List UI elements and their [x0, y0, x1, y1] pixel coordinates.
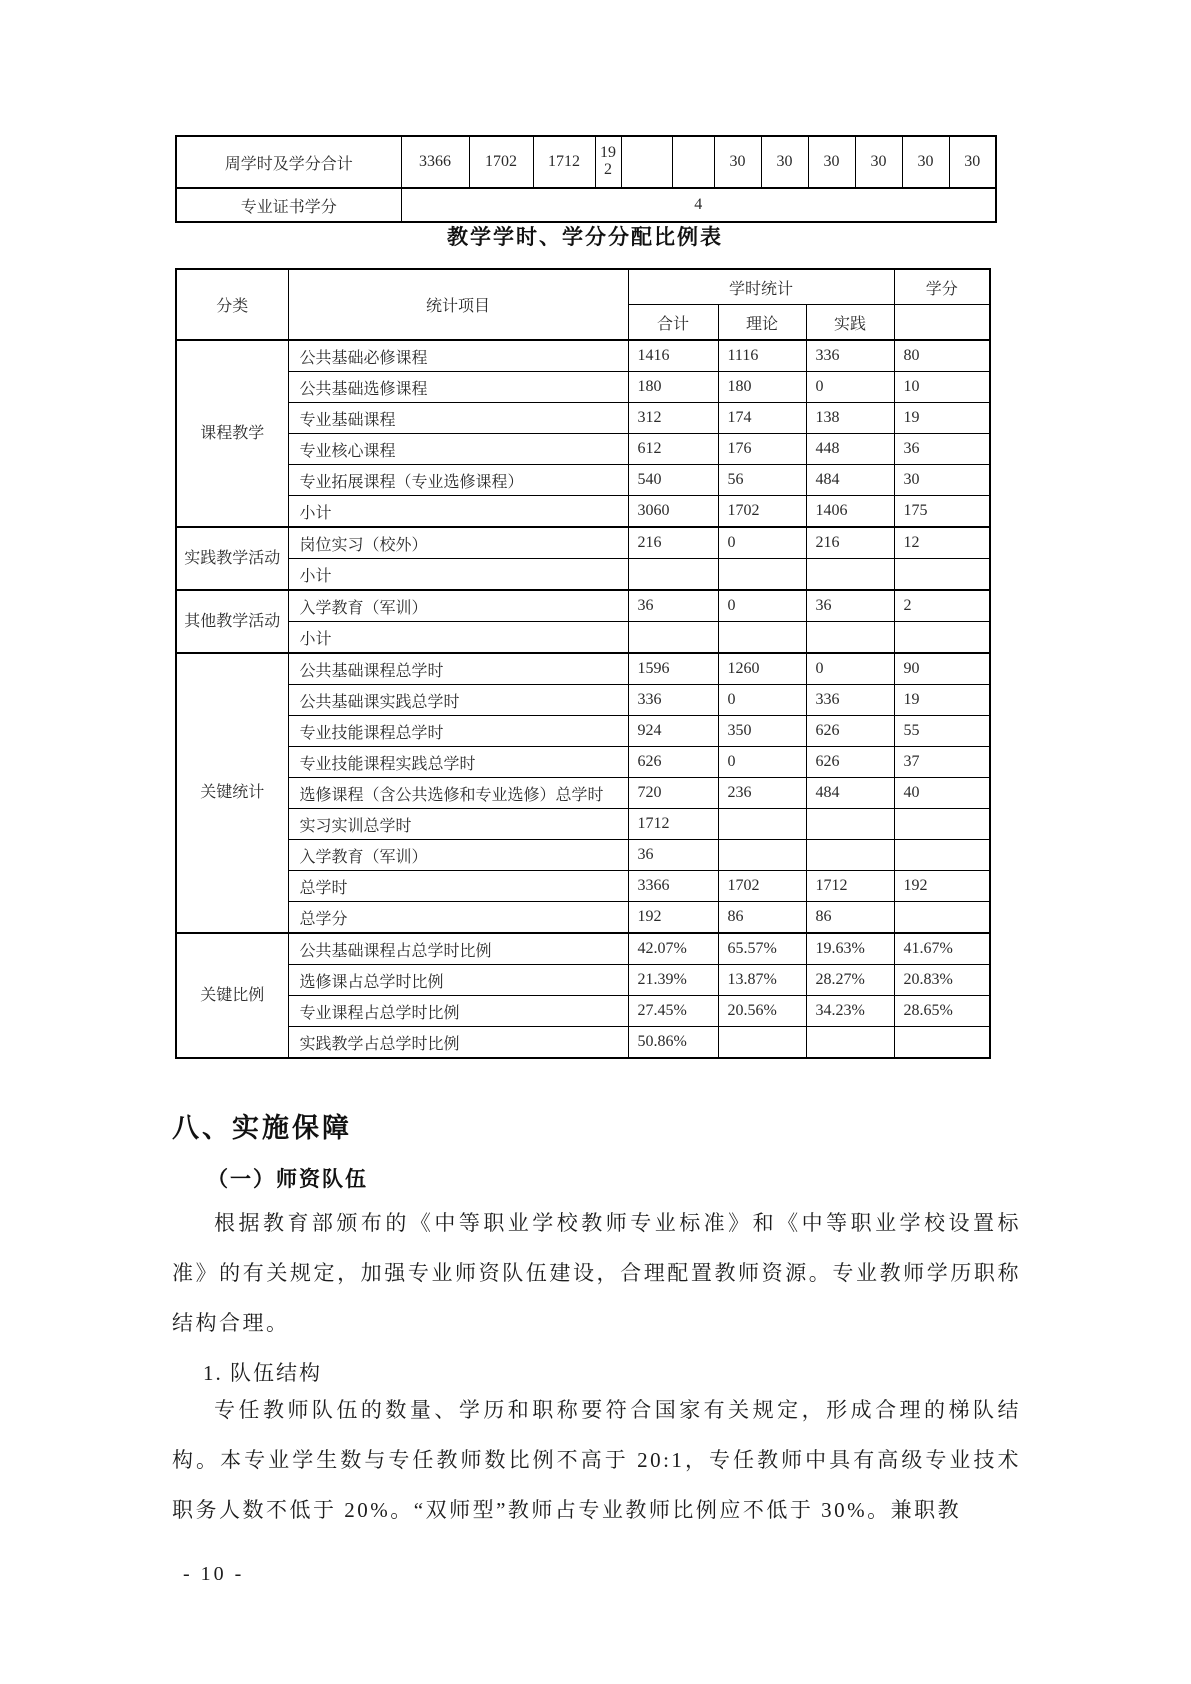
table-title: 教学学时、学分分配比例表 — [447, 225, 723, 249]
header-cell-credits: 学分 — [894, 269, 990, 305]
value-cell: 1712 — [806, 871, 894, 902]
table-row — [176, 965, 990, 996]
table-row — [176, 933, 990, 965]
value-cell: 27.45% — [628, 996, 718, 1027]
item-cell: 专业核心课程 — [288, 434, 628, 465]
value-cell: 0 — [718, 590, 806, 622]
table-row — [176, 871, 990, 902]
item-cell: 实习实训总学时 — [288, 809, 628, 840]
category-cell: 关键比例 — [176, 933, 288, 1058]
value-cell: 28.27% — [806, 965, 894, 996]
value-cell: 216 — [806, 527, 894, 559]
item-cell: 小计 — [288, 559, 628, 591]
value-cell: 1406 — [806, 496, 894, 528]
value-cell: 37 — [894, 747, 990, 778]
value-cell: 1416 — [628, 340, 718, 372]
table-row — [176, 527, 990, 559]
value-cell: 56 — [718, 465, 806, 496]
value-cell: 36 — [894, 434, 990, 465]
value-cell: 1712 — [628, 809, 718, 840]
header-cell-practice: 实践 — [806, 305, 894, 341]
item-cell: 公共基础选修课程 — [288, 372, 628, 403]
category-cell: 关键统计 — [176, 653, 288, 933]
header-row — [176, 269, 990, 305]
value-cell — [894, 559, 990, 591]
value-cell: 336 — [806, 340, 894, 372]
value-cell: 36 — [806, 590, 894, 622]
row-label-cell: 专业证书学分 — [176, 188, 401, 222]
value-cell — [806, 559, 894, 591]
value-cell: 28.65% — [894, 996, 990, 1027]
value-cell: 30 — [808, 136, 855, 188]
value-cell: 42.07% — [628, 933, 718, 965]
value-cell: 236 — [718, 778, 806, 809]
value-cell: 40 — [894, 778, 990, 809]
header-cell-empty — [894, 305, 990, 341]
value-cell: 80 — [894, 340, 990, 372]
value-cell: 86 — [718, 902, 806, 934]
value-cell: 65.57% — [718, 933, 806, 965]
value-cell: 312 — [628, 403, 718, 434]
item-cell: 岗位实习（校外） — [288, 527, 628, 559]
value-cell — [806, 1027, 894, 1059]
item-cell: 选修课程（含公共选修和专业选修）总学时 — [288, 778, 628, 809]
value-cell: 2 — [894, 590, 990, 622]
table-row — [176, 465, 990, 496]
value-cell: 176 — [718, 434, 806, 465]
value-cell — [806, 809, 894, 840]
value-cell: 30 — [902, 136, 949, 188]
category-cell: 其他教学活动 — [176, 590, 288, 653]
paragraph-teacher-standards: 根据教育部颁布的《中等职业学校教师专业标准》和《中等职业学校设置标准》的有关规定，加强专业师资队伍建设，合理配置教师资源。专业教师学历职称结构合理。 — [172, 1211, 1021, 1335]
value-cell: 192 — [628, 902, 718, 934]
value-cell — [718, 559, 806, 591]
subsection-heading: （一）师资队伍 — [207, 1168, 368, 1191]
value-cell: 626 — [806, 747, 894, 778]
hours-credits-distribution-table — [175, 268, 991, 1059]
item-cell: 选修课占总学时比例 — [288, 965, 628, 996]
value-cell: 180 — [628, 372, 718, 403]
category-cell: 实践教学活动 — [176, 527, 288, 590]
value-cell — [806, 840, 894, 871]
value-cell: 626 — [628, 747, 718, 778]
value-cell: 612 — [628, 434, 718, 465]
item-cell: 入学教育（军训） — [288, 840, 628, 871]
value-cell — [894, 840, 990, 871]
value-cell: 175 — [894, 496, 990, 528]
value-cell: 336 — [628, 685, 718, 716]
item-cell: 专业技能课程总学时 — [288, 716, 628, 747]
item-cell: 总学分 — [288, 902, 628, 934]
item-cell: 专业基础课程 — [288, 403, 628, 434]
table-row — [176, 996, 990, 1027]
list-item-team-structure: 1. 队伍结构 — [203, 1361, 322, 1385]
value-cell: 20.56% — [718, 996, 806, 1027]
value-cell: 12 — [894, 527, 990, 559]
table-row — [176, 653, 990, 685]
value-cell: 36 — [628, 840, 718, 871]
header-cell-hours-group: 学时统计 — [628, 269, 894, 305]
value-cell: 0 — [718, 685, 806, 716]
value-cell: 0 — [718, 527, 806, 559]
value-cell: 50.86% — [628, 1027, 718, 1059]
header-cell-theory: 理论 — [718, 305, 806, 341]
value-cell: 30 — [894, 465, 990, 496]
item-cell: 入学教育（军训） — [288, 590, 628, 622]
value-cell: 13.87% — [718, 965, 806, 996]
table-row — [176, 434, 990, 465]
item-cell: 专业拓展课程（专业选修课程） — [288, 465, 628, 496]
value-cell: 1596 — [628, 653, 718, 685]
value-cell — [672, 136, 714, 188]
value-cell: 30 — [949, 136, 996, 188]
table-row — [176, 136, 996, 188]
value-cell: 0 — [718, 747, 806, 778]
table-row — [176, 622, 990, 654]
value-cell — [894, 902, 990, 934]
table-row — [176, 902, 990, 934]
table-row — [176, 188, 996, 222]
value-cell: 86 — [806, 902, 894, 934]
value-cell: 448 — [806, 434, 894, 465]
value-cell: 0 — [806, 653, 894, 685]
value-cell — [718, 809, 806, 840]
value-cell: 1712 — [533, 136, 595, 188]
item-cell: 公共基础课程总学时 — [288, 653, 628, 685]
value-cell: 36 — [628, 590, 718, 622]
value-cell: 1702 — [469, 136, 533, 188]
item-cell: 公共基础课实践总学时 — [288, 685, 628, 716]
value-cell: 3060 — [628, 496, 718, 528]
value-cell: 350 — [718, 716, 806, 747]
value-cell: 180 — [718, 372, 806, 403]
value-cell: 484 — [806, 778, 894, 809]
value-cell: 216 — [628, 527, 718, 559]
value-cell: 174 — [718, 403, 806, 434]
value-cell — [894, 622, 990, 654]
row-label-cell: 周学时及学分合计 — [176, 136, 401, 188]
value-cell: 1116 — [718, 340, 806, 372]
value-cell: 484 — [806, 465, 894, 496]
weekly-hours-summary-table — [175, 135, 997, 223]
table-row — [176, 840, 990, 871]
paragraph-team-structure: 专任教师队伍的数量、学历和职称要符合国家有关规定，形成合理的梯队结构。本专业学生数与专任教师数比例不高于 20:1，专任教师中具有高级专业技术职务人数不低于 20%。“双师型”教师占专业教师比例应不低于 30%。兼职教 — [172, 1398, 1021, 1522]
item-cell: 专业技能课程实践总学时 — [288, 747, 628, 778]
value-cell: 21.39% — [628, 965, 718, 996]
table-row — [176, 809, 990, 840]
value-cell: 30 — [761, 136, 808, 188]
value-cell: 540 — [628, 465, 718, 496]
value-cell — [718, 840, 806, 871]
table-row — [176, 372, 990, 403]
header-cell-total: 合计 — [628, 305, 718, 341]
value-cell — [894, 1027, 990, 1059]
value-cell: 720 — [628, 778, 718, 809]
item-cell: 实践教学占总学时比例 — [288, 1027, 628, 1059]
value-cell: 192 — [894, 871, 990, 902]
value-cell: 138 — [806, 403, 894, 434]
value-cell: 30 — [855, 136, 902, 188]
category-cell: 课程教学 — [176, 340, 288, 527]
item-cell: 专业课程占总学时比例 — [288, 996, 628, 1027]
value-cell: 55 — [894, 716, 990, 747]
table-row — [176, 496, 990, 528]
value-cell: 30 — [714, 136, 761, 188]
value-cell: 1702 — [718, 496, 806, 528]
value-cell — [621, 136, 672, 188]
value-cell: 1702 — [718, 871, 806, 902]
value-cell — [806, 622, 894, 654]
value-cell: 19 — [894, 685, 990, 716]
value-cell: 19.63% — [806, 933, 894, 965]
value-cell: 19 — [894, 403, 990, 434]
distribution-table-header — [176, 269, 990, 340]
value-cell — [628, 559, 718, 591]
item-cell: 公共基础必修课程 — [288, 340, 628, 372]
value-cell: 41.67% — [894, 933, 990, 965]
value-cell: 20.83% — [894, 965, 990, 996]
value-cell: 0 — [806, 372, 894, 403]
value-cell — [718, 1027, 806, 1059]
value-cell: 626 — [806, 716, 894, 747]
table-row — [176, 590, 990, 622]
merged-value-cell: 4 — [401, 188, 996, 222]
value-cell: 1260 — [718, 653, 806, 685]
value-cell: 3366 — [628, 871, 718, 902]
value-cell: 3366 — [401, 136, 469, 188]
table-row — [176, 778, 990, 809]
item-cell: 公共基础课程占总学时比例 — [288, 933, 628, 965]
weekly-hours-summary-body — [176, 136, 996, 222]
value-cell: 10 — [894, 372, 990, 403]
section-heading: 八、实施保障 — [172, 1113, 352, 1143]
table-row — [176, 1027, 990, 1059]
table-row — [176, 747, 990, 778]
value-cell: 192 — [595, 136, 621, 188]
page-number: - 10 - — [183, 1563, 245, 1585]
table-row — [176, 340, 990, 372]
value-cell: 90 — [894, 653, 990, 685]
item-cell: 小计 — [288, 496, 628, 528]
item-cell: 总学时 — [288, 871, 628, 902]
value-cell: 924 — [628, 716, 718, 747]
table-row — [176, 716, 990, 747]
header-cell-category: 分类 — [176, 269, 288, 340]
table-row — [176, 685, 990, 716]
value-cell — [718, 622, 806, 654]
table-row — [176, 403, 990, 434]
value-cell: 336 — [806, 685, 894, 716]
distribution-table-body — [176, 340, 990, 1058]
value-cell — [628, 622, 718, 654]
item-cell: 小计 — [288, 622, 628, 654]
table-row — [176, 559, 990, 591]
header-cell-item: 统计项目 — [288, 269, 628, 340]
value-cell: 34.23% — [806, 996, 894, 1027]
value-cell — [894, 809, 990, 840]
